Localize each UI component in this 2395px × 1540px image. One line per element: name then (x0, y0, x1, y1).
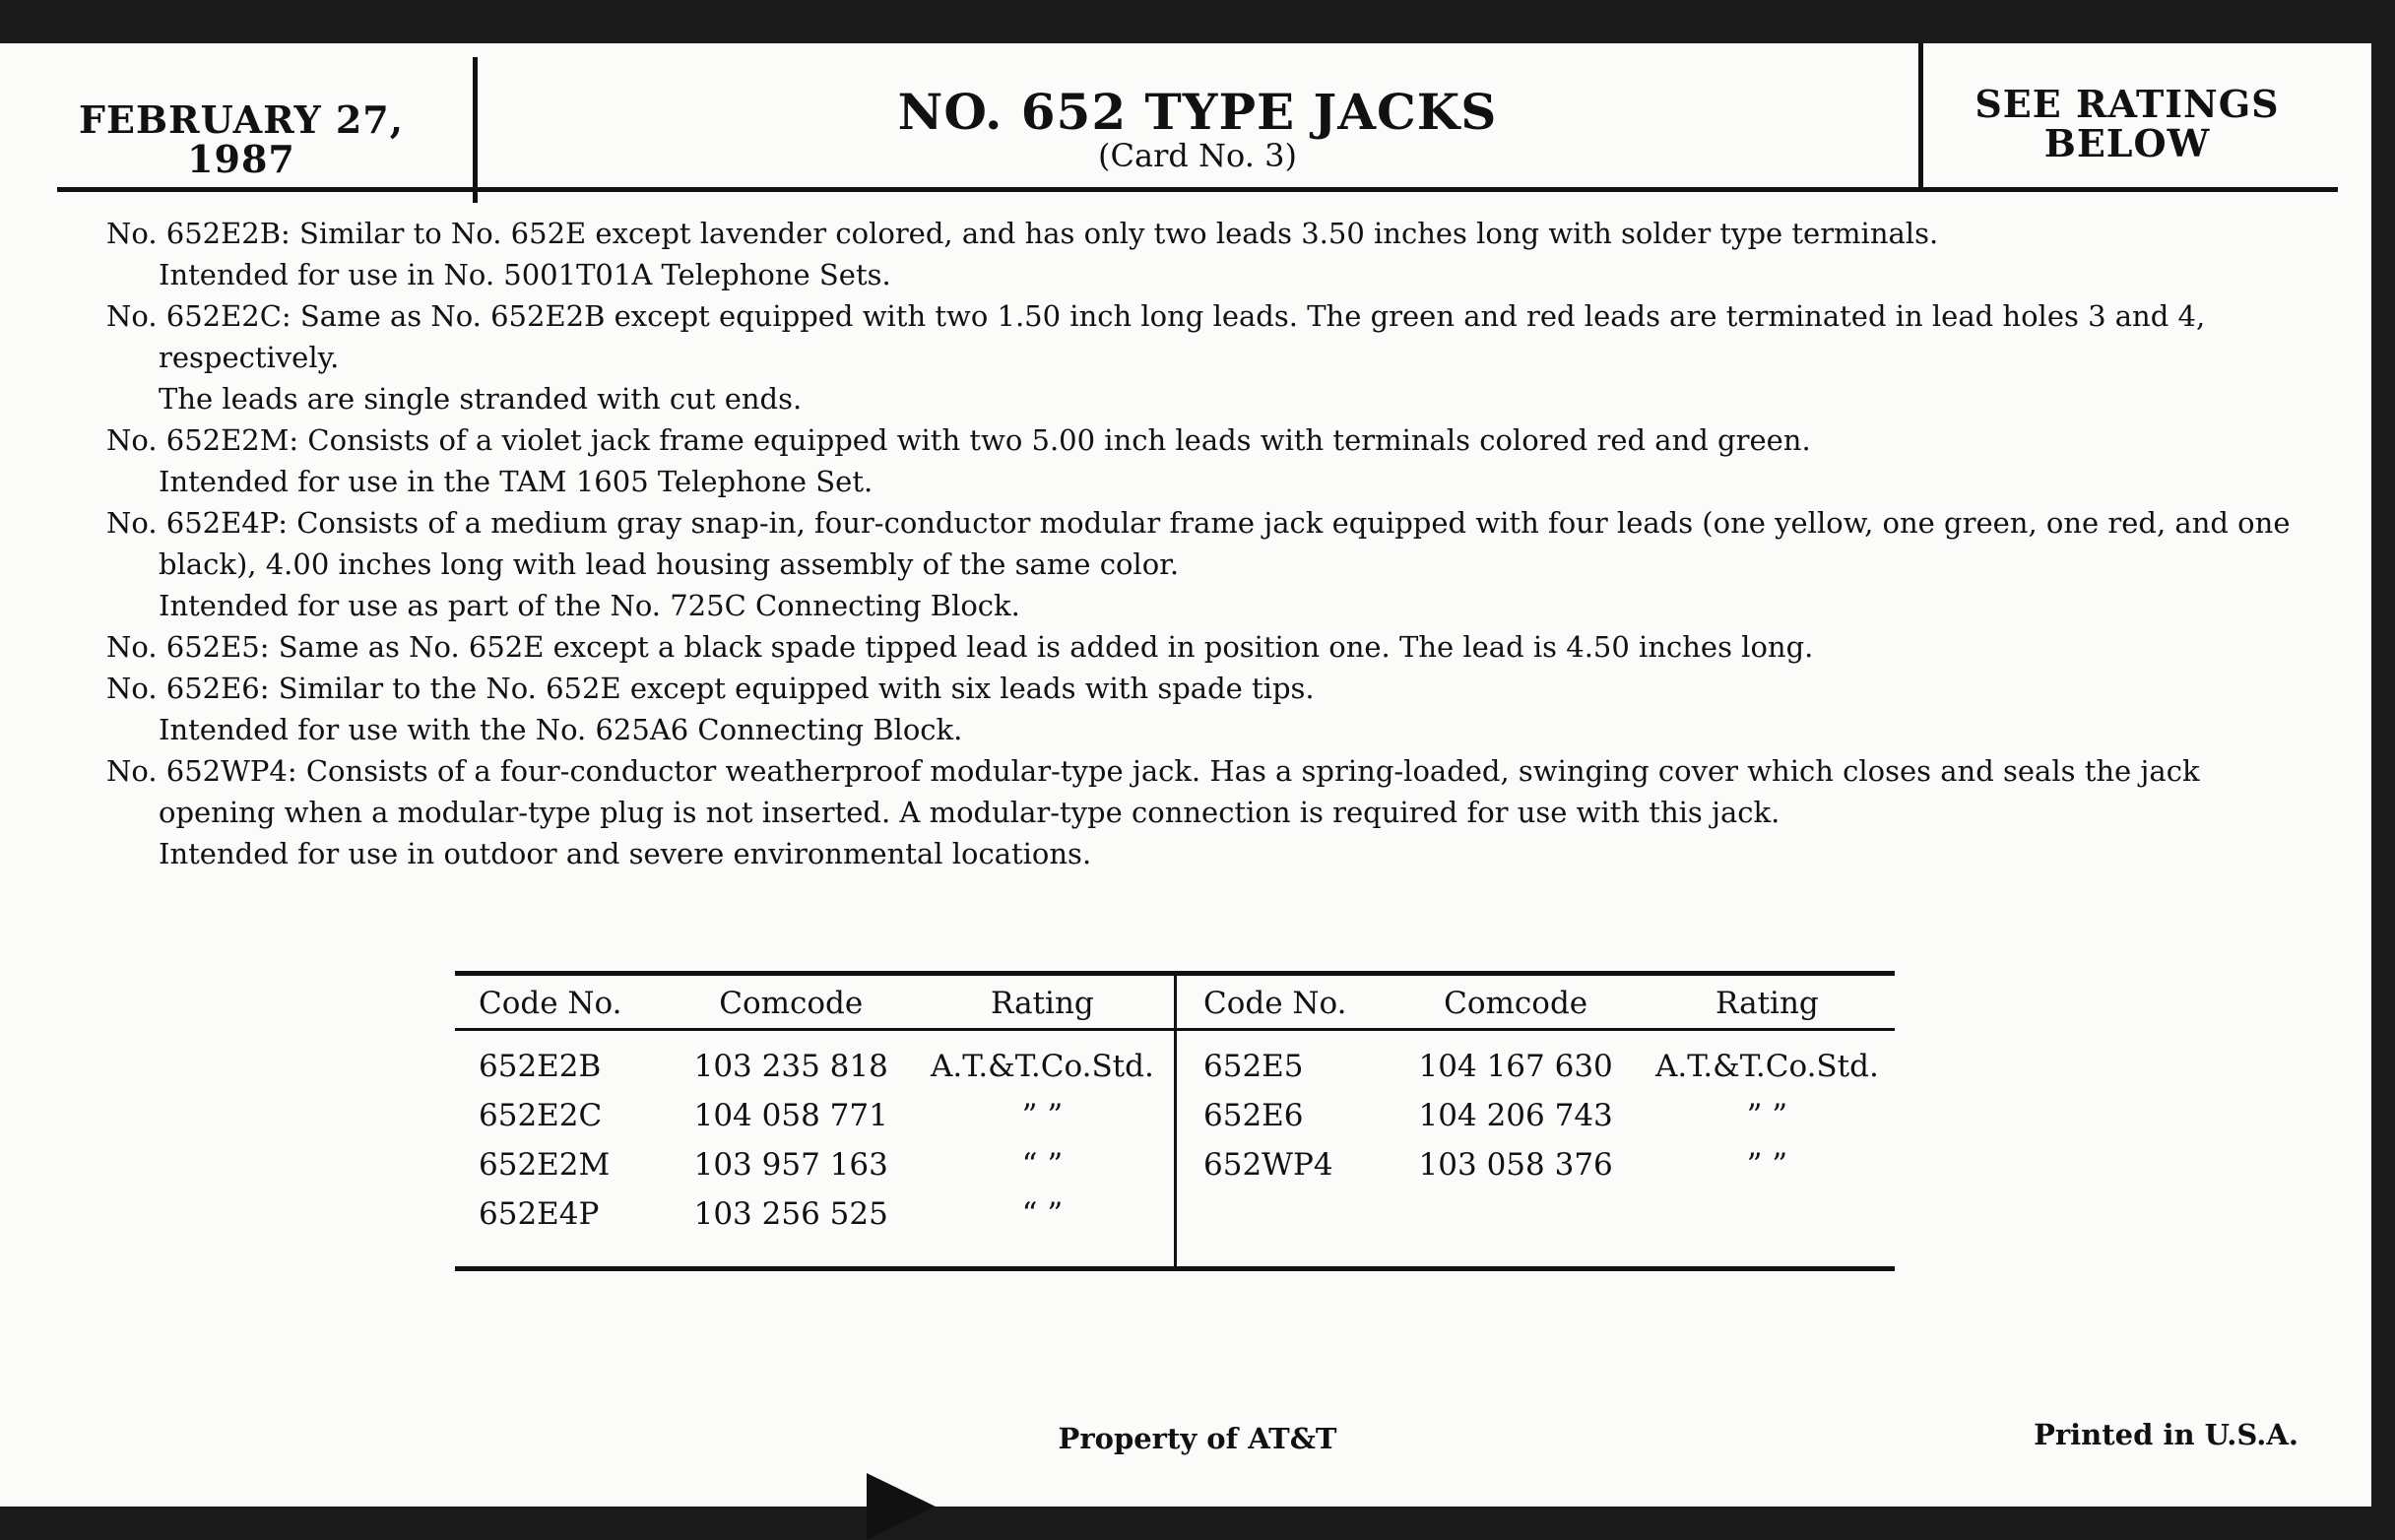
printed-notice: Printed in U.S.A. (2034, 1418, 2298, 1451)
cell-code: 652E4P (479, 1196, 600, 1232)
table-row (465, 1189, 1174, 1239)
table-row (465, 1140, 1174, 1189)
cell-comcode: 104 206 743 (1418, 1098, 1613, 1133)
ratings-note (1930, 82, 2324, 165)
table-bottom-rule (455, 1266, 1895, 1271)
page-title: NO. 652 TYPE JACKS (897, 83, 1498, 141)
cell-rating: A.T.&T.Co.Std. (1654, 1049, 1879, 1084)
cell-rating: ” ” (1021, 1098, 1064, 1133)
entry-note: Intended for use in No. 5001T01A Telephone Sets. (159, 258, 891, 291)
entry-note: The leads are single stranded with cut ends. (159, 382, 803, 416)
cell-rating: ” ” (1746, 1147, 1788, 1183)
table-row (465, 1091, 1174, 1140)
list-item (106, 419, 2312, 502)
entry-text: No. 652E4P: Consists of a medium gray snap-in, four-conductor modular frame jack equipped with four leads (one yellow, one green, one red, and one black), 4.00 inches long with lead housing assembly of the same color. (106, 506, 2291, 581)
card-notch-mark (867, 1473, 936, 1540)
table-row (465, 1028, 1174, 1091)
cell-comcode: 103 058 376 (1418, 1147, 1613, 1183)
cell-rating: ” ” (1746, 1098, 1788, 1133)
description-list (106, 213, 2312, 874)
table-header-row (465, 979, 1174, 1028)
entry-text: No. 652WP4: Consists of a four-conductor weatherproof modular-type jack. Has a spring-loaded, swinging cover which closes and seals the jack opening when a modular-type plug is not inserted. A modular-type connection is required for use with this jack. (106, 754, 2200, 829)
entry-text: No. 652E2C: Same as No. 652E2B except equipped with two 1.50 inch long leads. The green and red leads are terminated in lead holes 3 and 4, respectively. (106, 299, 2206, 374)
page-subtitle: (Card No. 3) (1098, 137, 1297, 174)
ratings-table-left (465, 979, 1174, 1239)
header-rule (57, 187, 2338, 192)
entry-note: Intended for use in the TAM 1605 Telephone Set. (159, 465, 874, 498)
list-item (106, 213, 2312, 295)
table-row (1190, 1140, 1899, 1189)
table-header-row (1190, 979, 1899, 1028)
col-header-code: Code No. (1203, 986, 1347, 1021)
date-line-2: 1987 (187, 137, 295, 181)
card-header (0, 43, 2340, 203)
col-header-rating: Rating (991, 986, 1094, 1021)
cell-rating: “ ” (1021, 1196, 1064, 1232)
entry-text: No. 652E2M: Consists of a violet jack frame equipped with two 5.00 inch leads with terminals colored red and green. (106, 423, 1811, 457)
cell-rating: A.T.&T.Co.Std. (930, 1049, 1154, 1084)
cell-code: 652E2M (479, 1147, 611, 1183)
col-header-rating: Rating (1715, 986, 1819, 1021)
issue-date (59, 97, 423, 181)
list-item (106, 750, 2312, 874)
list-item (106, 626, 2312, 668)
entry-note: Intended for use in outdoor and severe environmental locations. (159, 837, 1092, 870)
cell-comcode: 104 058 771 (693, 1098, 888, 1133)
entry-note: Intended for use with the No. 625A6 Connecting Block. (159, 713, 963, 746)
cell-comcode: 104 167 630 (1418, 1049, 1613, 1084)
date-line-1: FEBRUARY 27, (79, 97, 404, 142)
header-divider-right (1918, 43, 1923, 191)
entry-text: No. 652E6: Similar to the No. 652E except equipped with six leads with spade tips. (106, 672, 1315, 705)
ratings-table-right (1190, 979, 1899, 1189)
ratings-line-1: SEE RATINGS (1974, 82, 2280, 126)
scan-border (2371, 0, 2395, 1507)
cell-code: 652E2B (479, 1049, 602, 1084)
col-header-comcode: Comcode (719, 986, 864, 1021)
cell-comcode: 103 957 163 (693, 1147, 888, 1183)
col-header-code: Code No. (479, 986, 622, 1021)
header-divider-left (473, 57, 478, 203)
list-item (106, 295, 2312, 419)
ratings-line-2: BELOW (2043, 121, 2211, 165)
property-notice: Property of AT&T (1058, 1422, 1337, 1455)
cell-comcode: 103 235 818 (693, 1049, 888, 1084)
list-item (106, 668, 2312, 750)
entry-text: No. 652E5: Same as No. 652E except a black spade tipped lead is added in position one. The lead is 4.50 inches long. (106, 630, 1814, 664)
entry-text: No. 652E2B: Similar to No. 652E except lavender colored, and has only two leads 3.50 inches long with solder type terminals. (106, 217, 1939, 250)
list-item (106, 502, 2312, 626)
table-row (1190, 1028, 1899, 1091)
cell-code: 652E6 (1203, 1098, 1304, 1133)
cell-rating: “ ” (1021, 1147, 1064, 1183)
document-card (0, 43, 2395, 1507)
col-header-comcode: Comcode (1444, 986, 1588, 1021)
table-center-divider (1174, 973, 1177, 1268)
table-row (1190, 1091, 1899, 1140)
cell-code: 652E2C (479, 1098, 603, 1133)
cell-code: 652WP4 (1203, 1147, 1333, 1183)
entry-note: Intended for use as part of the No. 725C Connecting Block. (159, 589, 1020, 622)
cell-code: 652E5 (1203, 1049, 1304, 1084)
cell-comcode: 103 256 525 (693, 1196, 888, 1232)
